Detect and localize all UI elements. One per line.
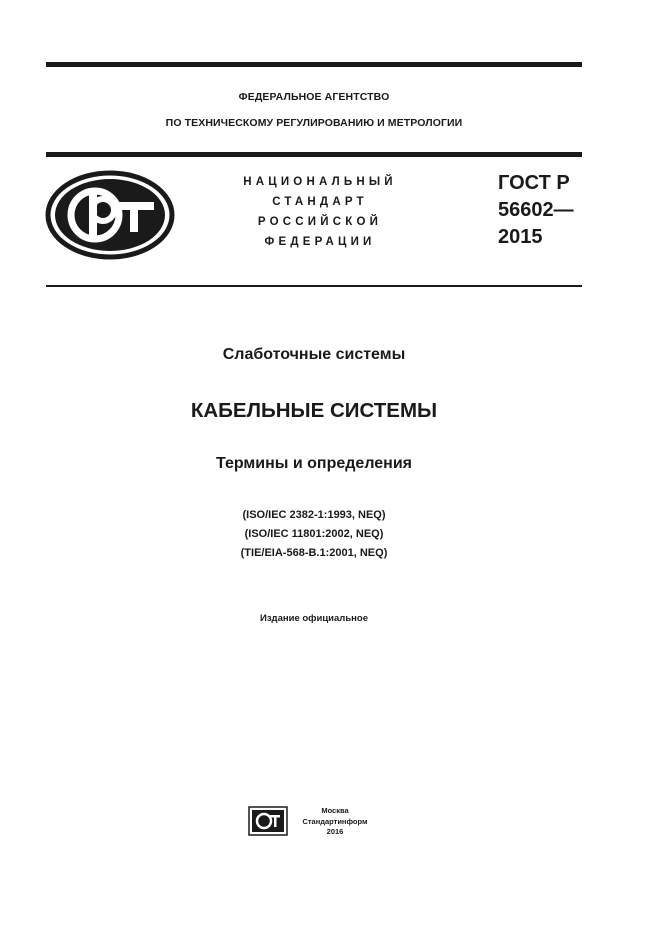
reference-item: (ISO/IEC 2382-1:1993, NEQ) [242, 509, 386, 521]
publisher-info [292, 806, 378, 838]
publisher-name: Стандартинформ [302, 816, 368, 826]
reference-item: (TIE/EIA-568-B.1:2001, NEQ) [240, 547, 388, 559]
standard-type-line3: РОССИЙСКОЙ [257, 216, 383, 228]
top-divider [46, 62, 582, 67]
standard-type-line4: ФЕДЕРАЦИИ [264, 236, 376, 248]
edition-note: Издание официальное [260, 613, 368, 624]
reference-standards [46, 506, 582, 563]
reference-item: (ISO/IEC 11801:2002, NEQ) [244, 528, 384, 540]
header-bottom-divider [46, 285, 582, 287]
publisher-year: 2016 [326, 827, 344, 836]
publisher-city: Москва [321, 806, 349, 815]
agency-name-line1: ФЕДЕРАЛЬНОЕ АГЕНТСТВО [238, 91, 390, 103]
header-divider [46, 152, 582, 157]
rst-certification-logo-icon [44, 170, 176, 260]
standard-designation [498, 170, 574, 251]
standard-type-line1: НАЦИОНАЛЬНЫЙ [243, 176, 397, 188]
designation-line1: ГОСТ Р [498, 172, 570, 194]
document-terms-title: Термины и определения [215, 455, 412, 472]
standartinform-logo-icon [248, 806, 288, 836]
document-subtitle: Слаботочные системы [222, 346, 406, 363]
designation-line2: 56602— [498, 199, 574, 221]
agency-name-line2: ПО ТЕХНИЧЕСКОМУ РЕГУЛИРОВАНИЮ И МЕТРОЛОГИИ [165, 117, 463, 129]
standard-type-line2: СТАНДАРТ [272, 196, 368, 208]
document-title: КАБЕЛЬНЫЕ СИСТЕМЫ [190, 399, 438, 422]
standard-type-block [220, 172, 420, 252]
designation-line3: 2015 [498, 226, 543, 248]
